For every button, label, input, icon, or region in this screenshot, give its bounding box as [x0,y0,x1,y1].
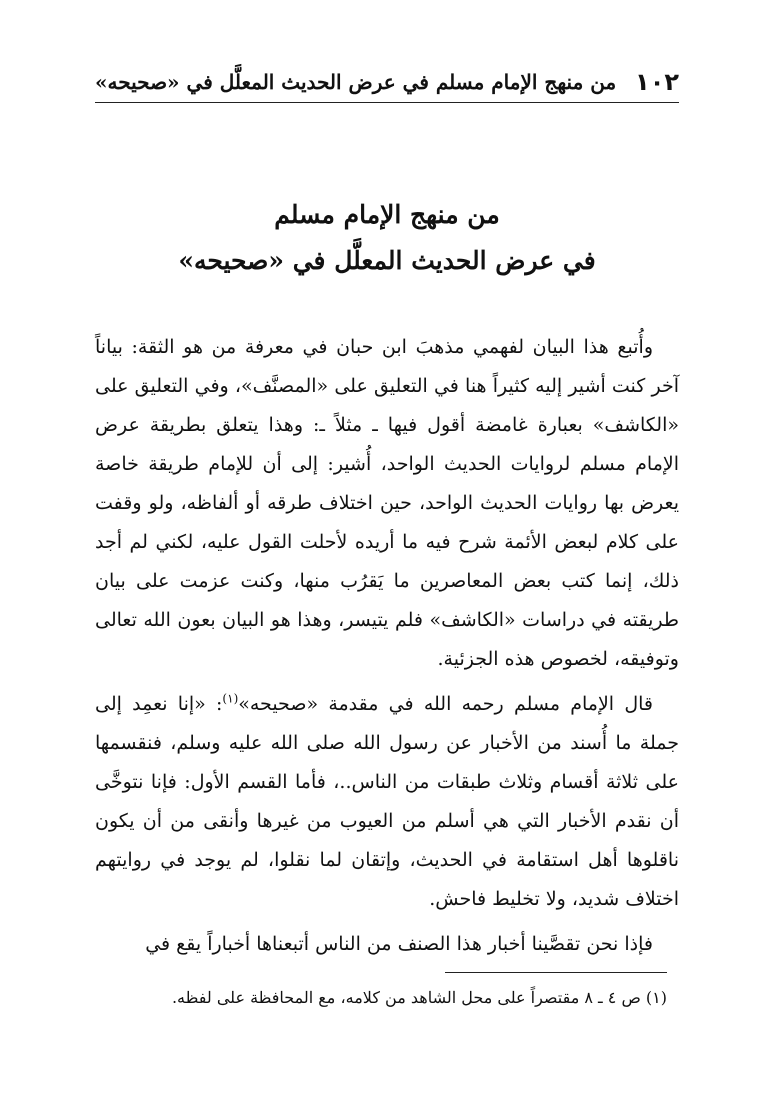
paragraph-1: وأُتبع هذا البيان لفهمي مذهبَ ابن حبان في معرفة من هو الثقة: بياناً آخر كنت أشير إليه كثيراً هنا في التعليق على «المصنَّف»، وفي التعليق على «الكاشف» بعبارة غامضة أقول فيها ـ مثلاً ـ: وهذا يتعلق بطريقة عرض الإمام مسلم لروايات الحديث الواحد، أُشير: إلى أن للإمام طريقة خاصة يعرض بها روايات الحديث الواحد، حين اختلاف طرقه أو ألفاظه، ولو وقفت على كلام لبعض الأئمة شرح فيه ما أريده لأحلت القول عليه، لكني لم أجد ذلك، إنما كتب بعض المعاصرين ما يَقرُب منها، وكنت عزمت على بيان طريقته في دراسات «الكاشف» فلم يتيسر، وهذا هو البيان بعون الله تعالى وتوفيقه، لخصوص هذه الجزئية. [95,336,679,670]
paragraph-3: فإذا نحن تقصَّينا أخبار هذا الصنف من الناس أتبعناها أخباراً يقع في [145,933,653,955]
footnote-reference-marker: (١) [222,691,239,706]
header-divider [95,102,679,103]
paragraph-2-lead: قال الإمام مسلم رحمه الله في مقدمة «صحيحه» [238,693,653,715]
running-header [95,62,679,102]
page-number: ١٠٢ [635,68,679,96]
paragraph-2 [95,685,679,919]
paragraph-2-quote: : «إنا نعمِد إلى جملة ما أُسند من الأخبار عن رسول الله صلى الله عليه وسلم، فنقسمها على ثلاثة أقسام وثلاث طبقات من الناس..، فأما القسم الأول: فإنا نتوخَّى أن نقدم الأخبار التي هي أسلم من العيوب من غيرها وأنقى من أن يكون ناقلوها أهل استقامة في الحديث، وإتقان لما نقلوا، لم يوجد في روايتهم اختلاف شديد، ولا تخليط فاحش. [95,693,679,910]
footnote: (١) ص ٤ ـ ٨ مقتصراً على محل الشاهد من كلامه، مع المحافظة على لفظه. [171,988,667,1007]
footnote-divider [445,972,667,973]
running-title: من منهج الإمام مسلم في عرض الحديث المعلَّل في «صحيحه» [95,70,617,94]
chapter-title [95,192,679,284]
body-text [95,328,679,970]
chapter-title-line-1: من منهج الإمام مسلم [274,200,500,229]
chapter-title-line-2: في عرض الحديث المعلَّل في «صحيحه» [178,246,596,275]
